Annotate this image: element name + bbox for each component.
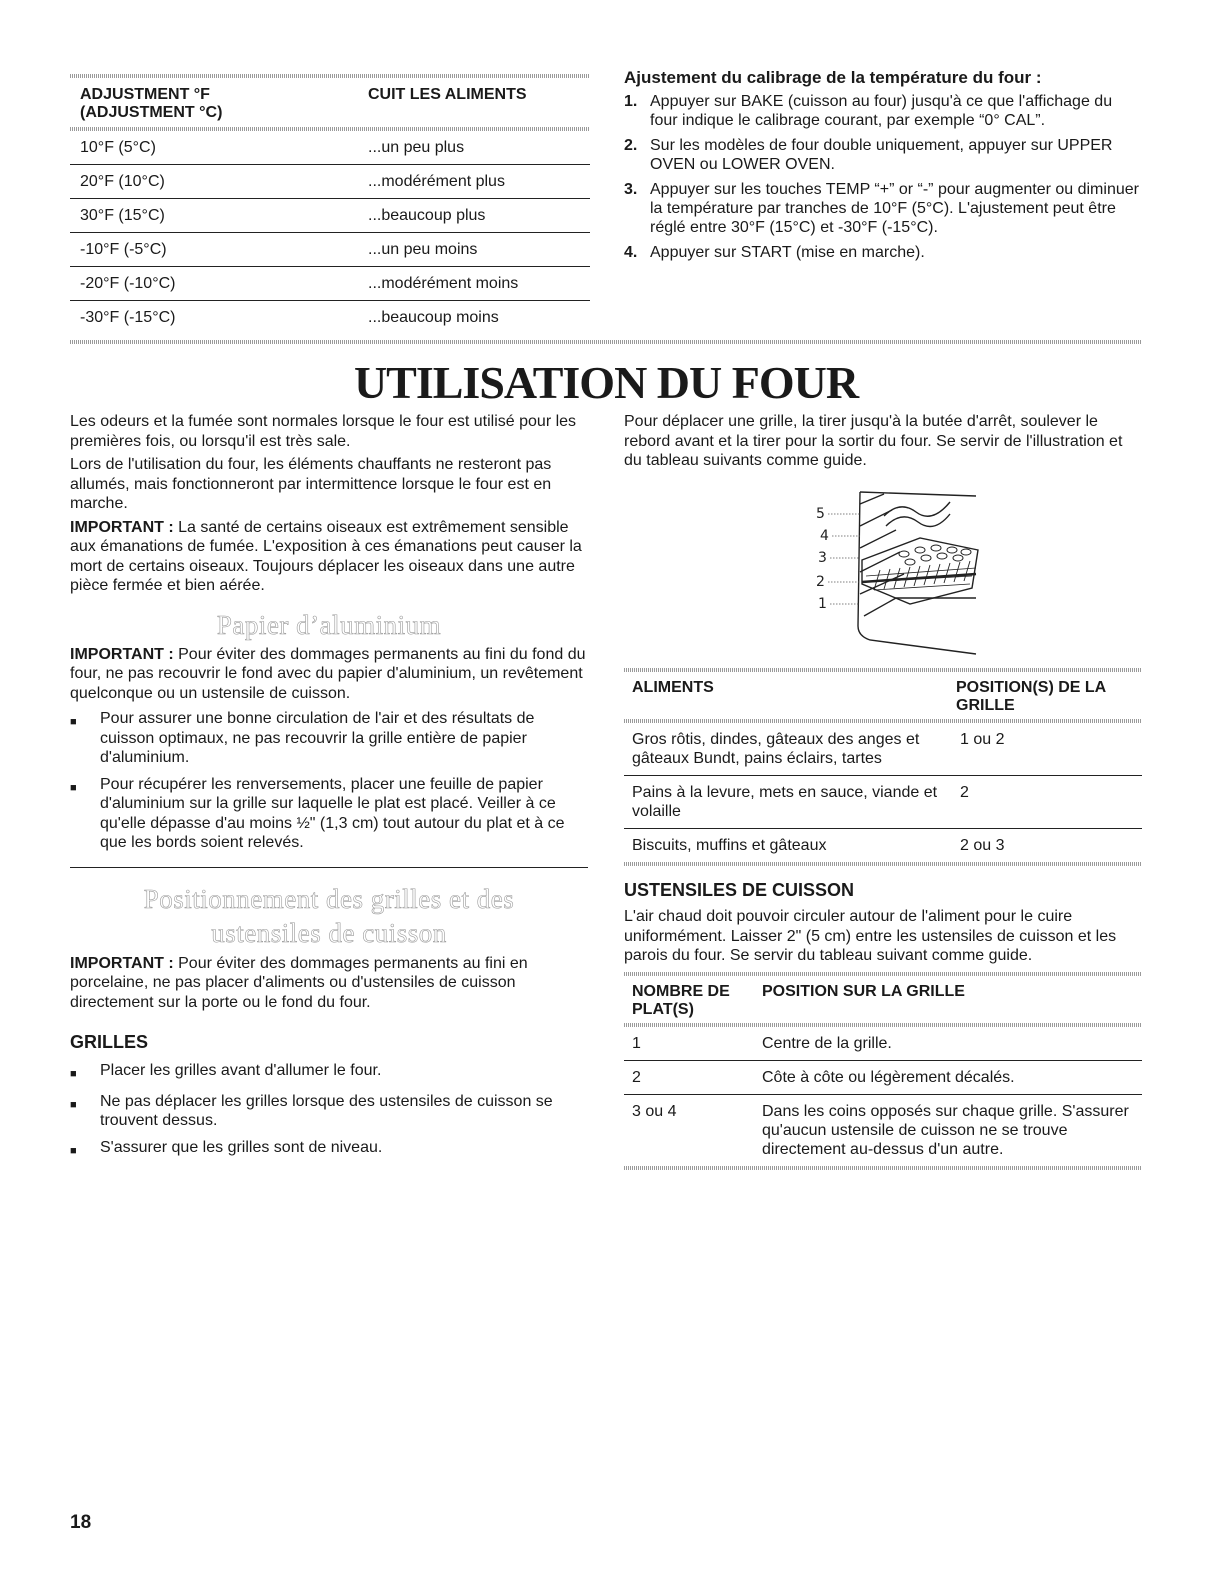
position-important <box>70 954 588 1013</box>
table-rule <box>624 1166 1142 1170</box>
calibration-step <box>624 92 1144 130</box>
bullet-text: Ne pas déplacer les grilles lorsque des ustensiles de cuisson se trouvent dessus. <box>100 1092 553 1129</box>
page-title: UTILISATION DU FOUR <box>353 357 859 408</box>
foil-heading: Papier d’aluminium <box>216 609 442 640</box>
header-position: POSITION SUR LA GRILLE <box>762 983 965 1000</box>
bullet-item <box>70 1061 588 1085</box>
bullet-text: Pour assurer une bonne circulation de l'air et des résultats de cuisson optimaux, ne pas recouvrir la grille entière de papier d'aluminium. <box>100 710 535 766</box>
ustensiles-section <box>624 880 1142 970</box>
table-rule <box>624 668 1142 672</box>
ustensiles-paragraph: L'air chaud doit pouvoir circuler autour de l'aliment pour le cuire uniformément. Laisser 2" (5 cm) entre les ustensiles de cuisson et les parois du four. Se servir du tableau suivant comme guide. <box>624 908 1117 964</box>
elements-paragraph: Lors de l'utilisation du four, les éléments chauffants ne resteront pas allumés, mais fonctionneront par intermittence lorsque le four est en marche. <box>70 456 552 512</box>
bullet-text: Pour récupérer les renversements, placer une feuille de papier d'aluminium sur la grille sur laquelle le plat est placé. Veiller à ce qu'elle dépasse d'au moins ½" (1,3 cm) tout autour du plat et à ce que les bords soient relevés. <box>100 775 565 851</box>
effect-cell: ...modérément moins <box>368 275 519 292</box>
rack-label-5: 5 <box>816 506 825 522</box>
bullet-item <box>70 1092 588 1131</box>
food-cell: Biscuits, muffins et gâteaux <box>632 837 827 854</box>
bullet-square-icon: ■ <box>70 1144 77 1157</box>
calibration-step <box>624 136 1144 174</box>
table-row <box>624 829 1142 862</box>
table-row <box>624 1027 1142 1061</box>
adjustment-cell: -20°F (-10°C) <box>80 275 176 292</box>
food-cell: Gros rôtis, dindes, gâteaux des anges et gâteaux Bundt, pains éclairs, tartes <box>632 731 920 767</box>
position-cell: 2 ou 3 <box>960 837 1005 854</box>
bullet-text: Placer les grilles avant d'allumer le four. <box>100 1062 382 1079</box>
step-number: 2. <box>624 137 638 154</box>
table-row <box>624 1095 1142 1166</box>
step-number: 4. <box>624 244 638 261</box>
foil-bullets <box>70 709 588 853</box>
birds-text: La santé de certains oiseaux est extrêmement sensible aux émanations de fumée. L'exposition à ces émanations peut causer la mort de certains oiseaux. Toujours déplacer les oiseaux dans une autre pièce fermée et bien aérée. <box>70 518 582 594</box>
position-cell: 1 ou 2 <box>960 731 1005 748</box>
effect-cell: ...beaucoup plus <box>368 207 486 224</box>
effect-cell: ...un peu plus <box>368 139 465 156</box>
adjustment-cell: 30°F (15°C) <box>80 207 165 224</box>
step-text: Sur les modèles de four double uniquement, appuyer sur UPPER OVEN ou LOWER OVEN. <box>650 137 1113 173</box>
food-table <box>624 673 1142 866</box>
table-header <box>624 977 1142 1023</box>
step-text: Appuyer sur les touches TEMP “+” or “-” pour augmenter ou diminuer la température par tranches de 10°F (5°C). L'ajustement peut être réglé entre 30°F (15°C) et -30°F (-15°C). <box>650 181 1139 236</box>
header-cuit: CUIT LES ALIMENTS <box>368 86 527 103</box>
table-row <box>70 267 590 301</box>
important-label: IMPORTANT : <box>70 954 174 972</box>
effect-cell: ...un peu moins <box>368 241 478 258</box>
table-row <box>70 165 590 199</box>
step-number: 1. <box>624 93 638 110</box>
position-important-text: Pour éviter des dommages permanents au fini en porcelaine, ne pas placer d'aliments ou d'ustensiles de cuisson directement sur la porte ou le fond du four. <box>70 954 528 1011</box>
calibration-table <box>70 80 590 334</box>
bullet-square-icon: ■ <box>70 1068 77 1080</box>
step-number: 3. <box>624 181 638 198</box>
header-adjustment: ADJUSTMENT °F (ADJUSTMENT °C) <box>80 86 223 121</box>
table-rule <box>624 972 1142 976</box>
rack-label-4: 4 <box>820 528 829 544</box>
calibration-section <box>624 68 1144 268</box>
placement-cell: Côte à côte ou légèrement décalés. <box>762 1069 1015 1086</box>
adjustment-cell: 10°F (5°C) <box>80 139 156 156</box>
effect-cell: ...beaucoup moins <box>368 309 499 326</box>
header-positions: POSITION(S) DE LA GRILLE <box>956 679 1106 714</box>
table-row <box>624 776 1142 829</box>
header-aliments: ALIMENTS <box>632 679 714 696</box>
table-header <box>624 673 1142 719</box>
section-divider <box>70 867 588 868</box>
page-number: 18 <box>70 1512 92 1533</box>
table-row <box>70 199 590 233</box>
bullet-square-icon: ■ <box>70 1098 77 1111</box>
table-row <box>70 131 590 165</box>
foil-important-text: Pour éviter des dommages permanents au fini du fond du four, ne pas recouvrir le fond avec du papier d'aluminium, un revêtement quelconque ou un ustensile de cuisson. <box>70 645 586 702</box>
section-rule <box>70 340 1142 344</box>
move-rack-paragraph: Pour déplacer une grille, la tirer jusqu'à la butée d'arrêt, soulever le rebord avant et la tirer pour la sortir du four. Se servir de l'illustration et du tableau suivants comme guide. <box>624 413 1123 469</box>
rack-label-3: 3 <box>818 550 827 566</box>
placement-cell: Centre de la grille. <box>762 1035 892 1052</box>
important-label: IMPORTANT : <box>70 645 174 663</box>
step-text: Appuyer sur START (mise en marche). <box>650 244 925 261</box>
step-text: Appuyer sur BAKE (cuisson au four) jusqu'à ce que l'affichage du four indique le calibrage courant, par exemple “0° CAL”. <box>650 93 1113 129</box>
intro-paragraph: Les odeurs et la fumée sont normales lorsque le four est utilisé pour les premières fois, ou lorsqu'il est très sale. <box>70 413 577 450</box>
important-label: IMPORTANT : <box>70 518 174 536</box>
food-cell: Pains à la levure, mets en sauce, viande et volaille <box>632 784 938 820</box>
calibration-step <box>624 180 1144 237</box>
count-cell: 1 <box>632 1035 641 1052</box>
table-row <box>624 1061 1142 1095</box>
header-nombre: NOMBRE DE PLAT(S) <box>632 983 730 1018</box>
placement-cell: Dans les coins opposés sur chaque grille. S'assurer qu'aucun ustensile de cuisson ne se trouve directement au-dessus d'un autre. <box>762 1103 1129 1158</box>
count-cell: 3 ou 4 <box>632 1103 677 1120</box>
adjustment-cell: -10°F (-5°C) <box>80 241 167 258</box>
table-row <box>624 723 1142 776</box>
table-row <box>70 301 590 334</box>
rack-label-2: 2 <box>816 574 825 590</box>
calibration-title: Ajustement du calibrage de la température du four : <box>624 68 1042 87</box>
adjustment-cell: 20°F (10°C) <box>80 173 165 190</box>
position-heading: Positionnement des grilles et des ustensiles de cuisson <box>143 883 515 948</box>
calibration-steps <box>624 92 1144 262</box>
birds-paragraph <box>70 518 588 596</box>
bullet-square-icon: ■ <box>70 716 77 728</box>
foil-important <box>70 645 588 704</box>
rack-illustration <box>800 486 990 656</box>
effect-cell: ...modérément plus <box>368 173 505 190</box>
bullet-item <box>70 1138 588 1162</box>
bullet-text: S'assurer que les grilles sont de niveau. <box>100 1138 383 1156</box>
table-row <box>70 233 590 267</box>
ustensiles-heading: USTENSILES DE CUISSON <box>624 880 855 900</box>
grilles-heading: GRILLES <box>70 1032 149 1052</box>
count-cell: 2 <box>632 1069 641 1086</box>
adjustment-cell: -30°F (-15°C) <box>80 309 176 326</box>
plats-table <box>624 977 1142 1170</box>
bullet-item <box>70 775 588 853</box>
left-column <box>70 412 588 1168</box>
bullet-square-icon: ■ <box>70 781 77 794</box>
table-rule <box>70 74 590 78</box>
calibration-step <box>624 243 1144 262</box>
bullet-item <box>70 709 588 768</box>
rack-label-1: 1 <box>818 596 827 612</box>
table-header <box>70 80 590 126</box>
table-rule <box>624 862 1142 866</box>
right-column <box>624 412 1142 475</box>
position-cell: 2 <box>960 784 969 801</box>
grilles-bullets <box>70 1061 588 1161</box>
